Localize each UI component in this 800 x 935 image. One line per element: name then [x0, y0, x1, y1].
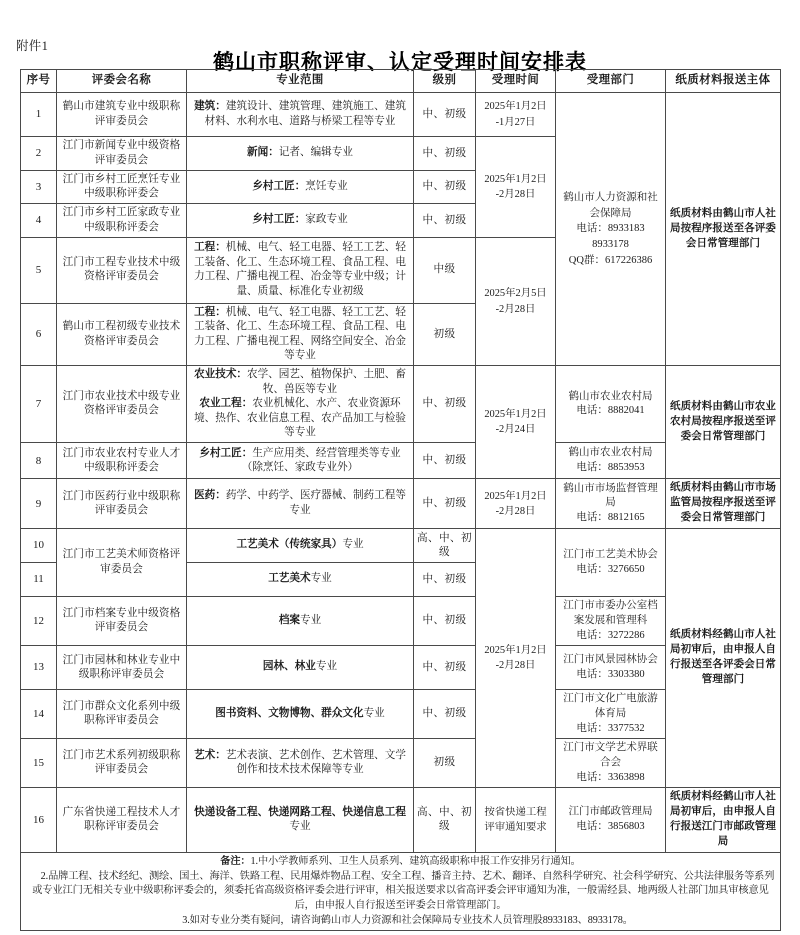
cell-level: 中、初级 [414, 93, 476, 137]
page-title: 鹤山市职称评审、认定受理时间安排表 [213, 50, 587, 74]
cell-level: 中、初级 [414, 646, 476, 690]
schedule-table [20, 69, 781, 931]
cell-scope [187, 690, 414, 739]
cell-committee: 江门市工程专业技术中级资格评审委员会 [57, 237, 187, 303]
header-scope: 专业范围 [187, 70, 414, 93]
scope-label: 乡村工匠： [252, 180, 306, 192]
dept-tel-line-2: 8933178 [592, 239, 629, 251]
cell-time-group-2 [476, 137, 556, 238]
cell-index: 15 [21, 739, 57, 788]
header-time: 受理时间 [476, 70, 556, 93]
cell-scope [187, 171, 414, 204]
header-index: 序号 [21, 70, 57, 93]
cell-index: 14 [21, 690, 57, 739]
dept-tel: 电话：8812165 [576, 512, 645, 524]
scope-label: 工艺美术（传统家具） [236, 539, 343, 551]
dept-tel: 电话：3363898 [576, 771, 645, 783]
scope-label: 新闻： [247, 147, 279, 159]
table-row [21, 366, 781, 443]
dept-tel: 电话：3303380 [576, 668, 645, 680]
cell-time-group-4 [476, 366, 556, 479]
cell-scope [187, 237, 414, 303]
cell-index: 11 [21, 563, 57, 597]
cell-time-group-5 [476, 529, 556, 788]
cell-paper-subject: 纸质材料由鹤山市市场监管局按程序报送至评委会日常管理部门 [666, 479, 781, 529]
dept-tel-line-1: 电话：8933183 [576, 223, 645, 235]
cell-index: 10 [21, 529, 57, 563]
cell-department [556, 597, 666, 646]
scope-label: 工艺美术 [268, 573, 311, 585]
cell-scope [187, 739, 414, 788]
scope-text: 专业 [342, 539, 364, 551]
notes-label: 备注： [220, 855, 251, 867]
cell-department [556, 443, 666, 479]
cell-paper-subject-group-1: 纸质材料由鹤山市人社局按程序报送至各评委会日常管理部门 [666, 93, 781, 366]
table-row [21, 479, 781, 529]
time-line-2: -2月28日 [495, 660, 536, 672]
dept-name-line-2: 局 [605, 497, 616, 509]
time-line-1: 2025年1月2日 [484, 101, 547, 113]
cell-level: 高、中、初级 [414, 788, 476, 853]
dept-tel: 电话：3272286 [576, 629, 645, 641]
cell-committee: 江门市艺术系列初级职称评审委员会 [57, 739, 187, 788]
cell-department [556, 739, 666, 788]
cell-time [476, 788, 556, 853]
cell-scope [187, 646, 414, 690]
cell-committee: 江门市群众文化系列中级职称评审委员会 [57, 690, 187, 739]
scope-label: 乡村工匠： [199, 447, 253, 459]
scope-text: 专业 [310, 573, 332, 585]
cell-index: 16 [21, 788, 57, 853]
header-paper-subject: 纸质材料报送主体 [666, 70, 781, 93]
cell-level: 中、初级 [414, 204, 476, 237]
scope-text: 药学、中药学、医疗器械、制药工程等专业 [225, 490, 406, 516]
cell-time [476, 479, 556, 529]
cell-level: 初级 [414, 303, 476, 366]
notes-row [21, 852, 781, 930]
scope-label: 建筑： [194, 101, 226, 113]
notes-line-1 [24, 855, 777, 870]
dept-tel: 电话：8853953 [576, 461, 645, 473]
scope-label: 乡村工匠： [252, 214, 306, 226]
cell-level: 中级 [414, 237, 476, 303]
scope-text: 机械、电气、轻工电器、轻工工艺、轻工装备、化工、生态环境工程、食品工程、电力工程、广播电视工程、冶金等专业中级；计量、质量、标准化专业初级 [194, 242, 406, 297]
scope-text: 机械、电气、轻工电器、轻工工艺、轻工装备、化工、生态环境工程、食品工程、电力工程、广播电视工程、网络空间安全、冶金等专业 [194, 306, 406, 361]
cell-level: 中、初级 [414, 690, 476, 739]
table-row [21, 788, 781, 853]
time-line-1: 2025年2月5日 [484, 288, 547, 300]
cell-scope [187, 788, 414, 853]
cell-index: 3 [21, 171, 57, 204]
dept-name-line-1: 鹤山市人力资源和社 [563, 191, 658, 203]
time-line-2: -2月28日 [495, 188, 536, 200]
cell-scope [187, 479, 414, 529]
scope-label: 快递设备工程、快递网路工程、快递信息工程 [194, 806, 406, 818]
cell-scope [187, 597, 414, 646]
cell-level: 高、中、初级 [414, 529, 476, 563]
dept-name: 鹤山市农业农村局 [568, 390, 653, 402]
cell-index: 5 [21, 237, 57, 303]
cell-index: 8 [21, 443, 57, 479]
scope-text: 专业 [315, 661, 338, 673]
scope-text: 记者、编辑专业 [278, 147, 353, 159]
cell-level: 中、初级 [414, 597, 476, 646]
cell-index: 2 [21, 137, 57, 171]
cell-scope [187, 303, 414, 366]
dept-name-line-2: 合会 [600, 756, 621, 768]
scope-label: 艺术： [194, 749, 226, 761]
cell-level: 中、初级 [414, 137, 476, 171]
scope-label: 工程： [194, 242, 226, 254]
cell-time-group-3 [476, 237, 556, 366]
dept-tel: 电话：3856803 [576, 821, 645, 833]
cell-paper-subject-group-2: 纸质材料由鹤山市农业农村局按程序报送至评委会日常管理部门 [666, 366, 781, 479]
cell-index: 4 [21, 204, 57, 237]
cell-committee: 广东省快递工程技术人才职称评审委员会 [57, 788, 187, 853]
cell-department [556, 479, 666, 529]
cell-department-group-2 [556, 529, 666, 597]
cell-index: 7 [21, 366, 57, 443]
cell-index: 13 [21, 646, 57, 690]
cell-department [556, 646, 666, 690]
cell-scope [187, 204, 414, 237]
dept-name-line-2: 会保障局 [589, 207, 632, 219]
note-2: 2.品牌工程、技术经纪、测绘、国土、海洋、铁路工程、民用爆炸物品工程、安全工程、播音主持、艺术、翻译、自然科学研究、社会科学研究、公共法律服务等系列或专业江门无相关专业中级职称评委会的，须委托省高级资格评委会进行评审，相关报送要求以省高评委会评审通知为准，一般需经县、地两级人社部门加具审核意见后，由申报人自行报送至评委会日常管理部门。 [32, 870, 775, 911]
cell-index: 9 [21, 479, 57, 529]
cell-level: 中、初级 [414, 443, 476, 479]
dept-name-line-1: 江门市文学艺术界联 [563, 742, 658, 754]
dept-name: 江门市工艺美术协会 [563, 548, 658, 560]
time-line-2: 评审通知要求 [484, 822, 547, 834]
scope-text-2: 农业机械化、水产、农业资源环境、热作、农业信息工程、农产品加工与检验等专业 [194, 398, 406, 438]
cell-level: 初级 [414, 739, 476, 788]
scope-text: 专业 [300, 614, 322, 626]
cell-department [556, 690, 666, 739]
scope-label: 工程： [194, 306, 226, 318]
time-line-2: -2月28日 [495, 303, 536, 315]
cell-department [556, 366, 666, 443]
cell-index: 1 [21, 93, 57, 137]
header-level: 级别 [414, 70, 476, 93]
table-header-row [21, 70, 781, 93]
dept-name-line-2: 案发展和管理科 [573, 614, 648, 626]
cell-committee: 鹤山市工程初级专业技术资格评审委员会 [57, 303, 187, 366]
scope-text: 专业 [363, 708, 385, 720]
cell-committee: 江门市农业农村专业人才中级职称评委会 [57, 443, 187, 479]
scope-label: 农业技术： [194, 369, 248, 381]
cell-scope [187, 137, 414, 171]
cell-committee: 江门市档案专业中级资格评审委员会 [57, 597, 187, 646]
cell-time [476, 93, 556, 137]
cell-department [556, 788, 666, 853]
scope-label: 档案 [278, 614, 300, 626]
cell-scope [187, 563, 414, 597]
time-line-1: 2025年1月2日 [484, 490, 547, 502]
cell-paper-subject: 纸质材料经鹤山市人社局初审后，由申报人自行报送江门市邮政管理局 [666, 788, 781, 853]
dept-tel: 电话：3276650 [576, 563, 645, 575]
cell-level: 中、初级 [414, 171, 476, 204]
scope-label: 图书资料、文物博物、群众文化 [215, 708, 364, 720]
dept-name-line-1: 鹤山市市场监督管理 [563, 482, 658, 494]
scope-text: 生产应用类、经营管理类等专业（除烹饪、家政专业外） [241, 447, 401, 473]
table-row [21, 93, 781, 137]
cell-index: 12 [21, 597, 57, 646]
dept-name-line-1: 江门市文化广电旅游 [563, 693, 658, 705]
cell-committee: 江门市园林和林业专业中级职称评审委员会 [57, 646, 187, 690]
scope-text: 农学、园艺、植物保护、土肥、畜牧、兽医等专业 [247, 369, 406, 395]
dept-qq-group: QQ群：617226386 [568, 254, 653, 266]
scope-text: 艺术表演、艺术创作、艺术管理、文学创作和技术技术保障等专业 [225, 749, 406, 776]
notes-cell [21, 852, 781, 930]
time-line-1: 2025年1月2日 [484, 173, 547, 185]
header-committee: 评委会名称 [57, 70, 187, 93]
cell-index: 6 [21, 303, 57, 366]
table-row [21, 529, 781, 563]
time-line-1: 按省快递工程 [484, 807, 547, 819]
cell-paper-subject-group-3: 纸质材料经鹤山市人社局初审后，由申报人自行报送至各评委会日常管理部门 [666, 529, 781, 788]
attachment-label: 附件1 [16, 39, 49, 53]
dept-name: 江门市邮政管理局 [568, 806, 653, 818]
header-department: 受理部门 [556, 70, 666, 93]
cell-committee: 江门市乡村工匠烹饪专业中级职称评委会 [57, 171, 187, 204]
dept-name-line-1: 江门市市委办公室档 [563, 600, 658, 612]
time-line-1: 2025年1月2日 [484, 645, 547, 657]
scope-text: 专业 [289, 821, 311, 833]
dept-tel: 电话：8882041 [576, 405, 645, 417]
cell-scope [187, 93, 414, 137]
scope-text: 烹饪专业 [305, 180, 348, 192]
cell-committee: 鹤山市建筑专业中级职称评审委员会 [57, 93, 187, 137]
time-line-1: 2025年1月2日 [484, 409, 547, 421]
cell-committee: 江门市医药行业中级职称评审委员会 [57, 479, 187, 529]
cell-level: 中、初级 [414, 366, 476, 443]
cell-level: 中、初级 [414, 479, 476, 529]
note-3: 3.如对专业分类有疑问，请咨询鹤山市人力资源和社会保障局专业技术人员管理股8933183、8933178。 [182, 914, 633, 926]
scope-text: 家政专业 [305, 214, 348, 226]
time-line-2: -1月27日 [495, 116, 536, 128]
cell-scope [187, 366, 414, 443]
dept-name-line-2: 体育局 [594, 707, 627, 719]
cell-committee: 江门市农业技术中级专业资格评审委员会 [57, 366, 187, 443]
scope-label-2: 农业工程： [199, 398, 253, 410]
dept-name: 江门市风景园林协会 [563, 654, 658, 665]
dept-tel: 电话：3377532 [576, 722, 645, 734]
note-1: 1.中小学教师系列、卫生人员系列、建筑高级职称申报工作安排另行通知。 [250, 855, 581, 867]
cell-committee: 江门市乡村工匠家政专业中级职称评委会 [57, 204, 187, 237]
cell-scope [187, 443, 414, 479]
cell-scope [187, 529, 414, 563]
time-line-2: -2月24日 [495, 424, 536, 436]
dept-name: 鹤山市农业农村局 [568, 447, 653, 459]
scope-label: 园林、林业 [262, 661, 316, 673]
scope-label: 医药： [194, 490, 226, 502]
cell-committee: 江门市新闻专业中级资格评审委员会 [57, 137, 187, 171]
time-line-2: -2月28日 [495, 505, 536, 517]
cell-department-group-1 [556, 93, 666, 366]
cell-committee-group-1: 江门市工艺美术师资格评审委员会 [57, 529, 187, 597]
cell-level: 中、初级 [414, 563, 476, 597]
scope-text: 建筑设计、建筑管理、建筑施工、建筑材料、水利水电、道路与桥梁工程等专业 [204, 101, 406, 127]
